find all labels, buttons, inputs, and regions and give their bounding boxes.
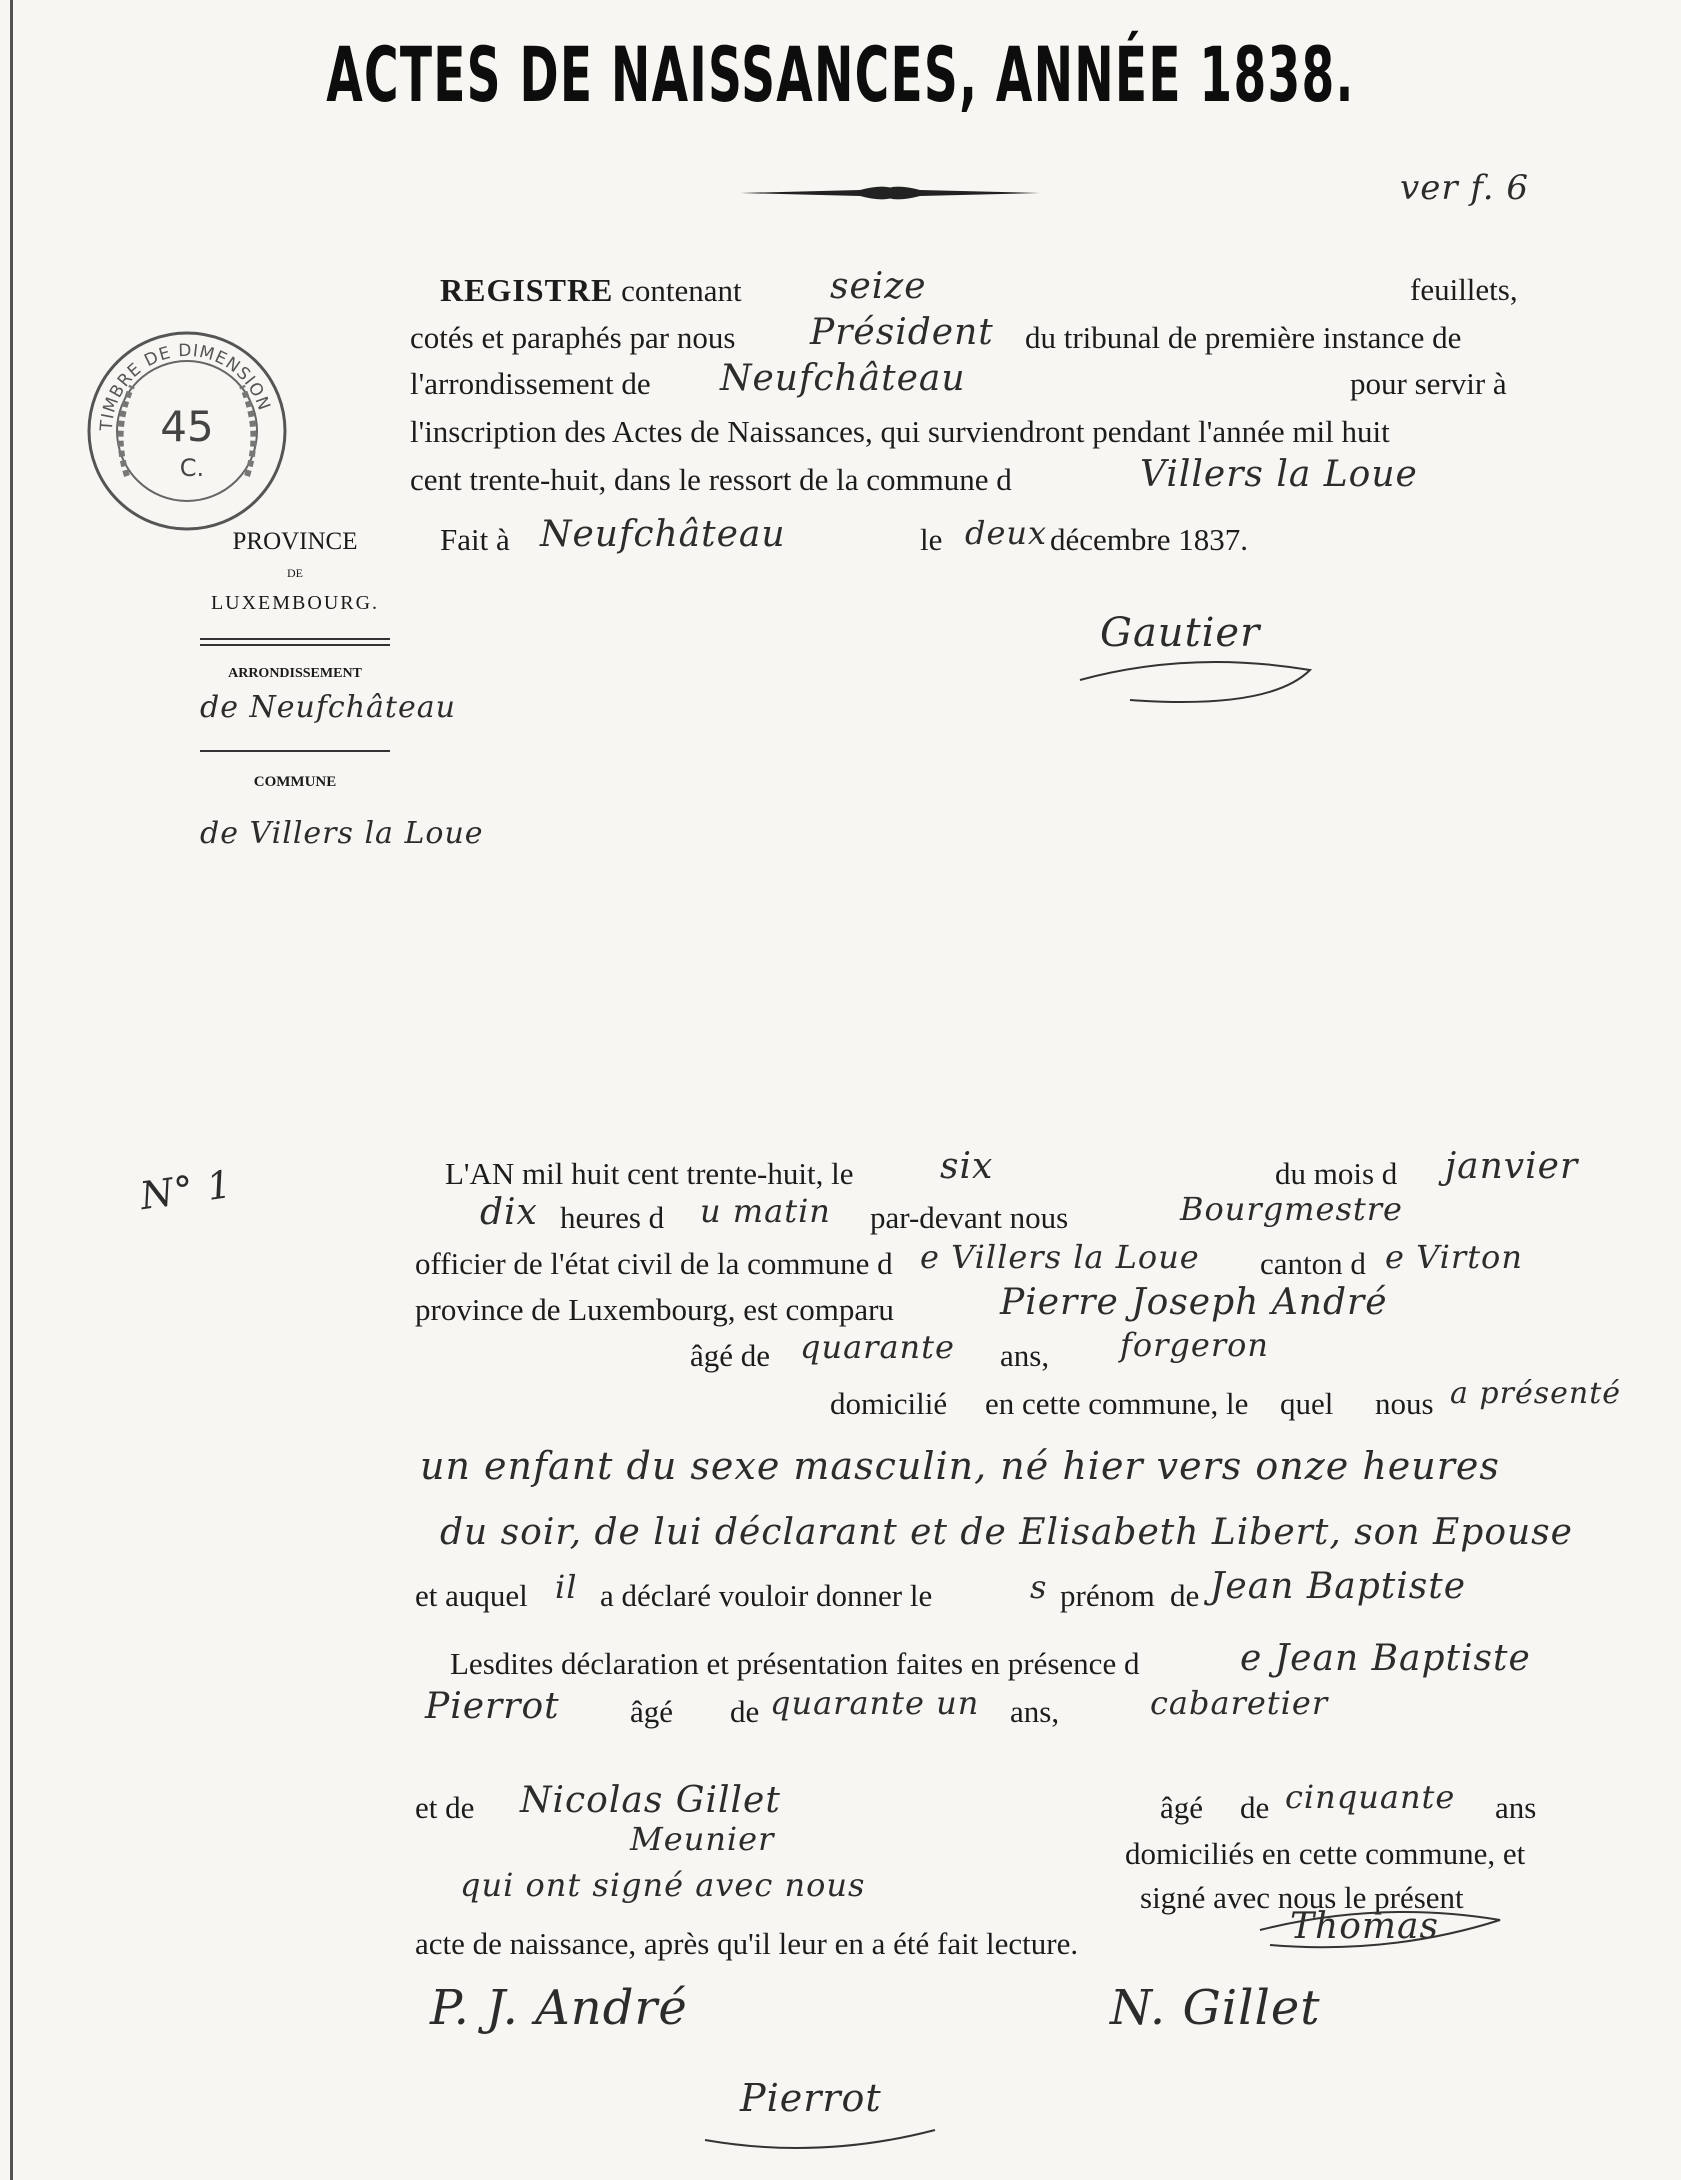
- act-text: domicilié: [830, 1386, 948, 1421]
- president-hand: Président: [810, 312, 994, 353]
- act-text: officier de l'état civil de la commune d: [415, 1246, 893, 1281]
- stamp-label: TIMBRE DE DIMENSION: [96, 340, 274, 432]
- witness1-profession-hand: cabaretier: [1150, 1684, 1329, 1722]
- act-text: acte de naissance, après qu'il leur en a été fait lecture.: [415, 1926, 1079, 1961]
- witness1-name-hand: e Jean Baptiste: [1240, 1638, 1531, 1679]
- stamp-seal: [82, 326, 292, 536]
- register-text: l'arrondissement de: [410, 366, 651, 401]
- act-text: nous: [1375, 1386, 1434, 1421]
- register-text: feuillets,: [1410, 272, 1518, 307]
- commune-value: de Villers la Loue: [200, 816, 484, 851]
- month-hand: janvier: [1445, 1146, 1579, 1187]
- arrondissement-value: de Neufchâteau: [200, 690, 456, 725]
- act-text: de: [730, 1694, 760, 1729]
- witness1-signature: Pierrot: [740, 2076, 882, 2120]
- signature-flourish: [1070, 640, 1320, 720]
- witness1-signature-flourish: [700, 2120, 940, 2160]
- act-text: domiciliés en cette commune, et: [1125, 1836, 1526, 1871]
- act-text: de: [1170, 1578, 1200, 1613]
- register-text: contenant: [621, 273, 742, 308]
- province-name: LUXEMBOURG.: [210, 592, 380, 614]
- presented-hand: a présenté: [1450, 1376, 1622, 1411]
- register-text: du tribunal de première instance de: [1025, 320, 1462, 355]
- officer-title-hand: Bourgmestre: [1180, 1190, 1403, 1228]
- register-text: cotés et paraphés par nous: [410, 320, 736, 355]
- time-of-day-hand: u matin: [700, 1192, 831, 1230]
- witness2-age-hand: cinquante: [1285, 1778, 1456, 1816]
- act-text: et auquel: [415, 1578, 528, 1613]
- day-hand: six: [940, 1146, 994, 1187]
- made-at-hand: Neufchâteau: [540, 514, 786, 555]
- child-description-hand: un enfant du sexe masculin, né hier vers onze heures: [420, 1444, 1500, 1488]
- arrondissement-hand: Neufchâteau: [720, 358, 966, 399]
- act-text: en cette commune, le: [985, 1386, 1249, 1421]
- hour-hand: dix: [480, 1192, 538, 1233]
- commune-label: COMMUNE: [253, 774, 337, 790]
- register-text: l'inscription des Actes de Naissances, qui surviendront pendant l'année mil huit: [410, 414, 1390, 449]
- act-text: ans: [1495, 1790, 1537, 1825]
- witness1-age-hand: quarante un: [770, 1684, 980, 1722]
- register-line-1: [440, 272, 742, 309]
- stamp-value: 45: [160, 402, 214, 451]
- act-number: N° 1: [137, 1161, 236, 1219]
- corner-note: ver f. 6: [1400, 168, 1530, 208]
- father-signature: P. J. André: [430, 1980, 688, 2036]
- witness2-signature: N. Gillet: [1110, 1980, 1321, 2036]
- register-sheets-hand: seize: [830, 266, 927, 307]
- de-label: DE: [287, 566, 303, 580]
- register-text: le: [920, 522, 943, 557]
- act-text: par-devant nous: [870, 1200, 1069, 1235]
- binding-edge: [10, 0, 13, 2180]
- officer-signature-flourish: [1250, 1900, 1510, 1960]
- canton-hand: e Virton: [1385, 1238, 1523, 1276]
- act-text: ans,: [1000, 1338, 1050, 1373]
- pronoun-hand: il: [555, 1568, 578, 1606]
- act-text: âgé de: [690, 1338, 771, 1373]
- act-text: Lesdites déclaration et présentation faites en présence d: [450, 1646, 1140, 1681]
- act-text: et de: [415, 1790, 475, 1825]
- given-name-hand: Jean Baptiste: [1210, 1566, 1467, 1607]
- witness2-profession-hand: Meunier: [630, 1820, 775, 1858]
- commune-hand: e Villers la Loue: [920, 1238, 1200, 1276]
- plural-hand: s: [1030, 1568, 1048, 1606]
- act-text: quel: [1280, 1386, 1334, 1421]
- register-text: décembre 1837.: [1050, 522, 1248, 557]
- sidebar-divider: [200, 750, 390, 752]
- act-text: prénom: [1060, 1578, 1155, 1613]
- profession-hand: forgeron: [1120, 1326, 1269, 1364]
- commune-hand: Villers la Loue: [1140, 454, 1418, 495]
- signatures-note-hand: qui ont signé avec nous: [460, 1866, 866, 1904]
- officer-signature: Thomas: [1290, 1906, 1439, 1947]
- declarant-name-hand: Pierre Joseph André: [1000, 1282, 1388, 1323]
- act-text: canton d: [1260, 1246, 1366, 1281]
- act-text: ans,: [1010, 1694, 1060, 1729]
- president-signature: Gautier: [1100, 610, 1261, 656]
- witness1-surname-hand: Pierrot: [425, 1686, 560, 1727]
- parents-hand: du soir, de lui déclarant et de Elisabeth Libert, son Epouse: [440, 1512, 1573, 1553]
- sidebar-divider: [200, 638, 390, 646]
- register-keyword: REGISTRE: [440, 272, 614, 308]
- register-text: pour servir à: [1350, 366, 1507, 401]
- act-text: L'AN mil huit cent trente-huit, le: [445, 1156, 854, 1191]
- act-text: du mois d: [1275, 1156, 1398, 1191]
- act-text: province de Luxembourg, est comparu: [415, 1292, 894, 1327]
- age-hand: quarante: [800, 1328, 955, 1366]
- witness2-name-hand: Nicolas Gillet: [520, 1780, 781, 1821]
- page-title: ACTES DE NAISSANCES, ANNÉE 1838.: [326, 30, 1355, 119]
- province-label: PROVINCE: [232, 528, 358, 555]
- arrondissement-label: ARRONDISSEMENT: [228, 666, 362, 681]
- stamp-unit: C.: [179, 454, 205, 482]
- act-text: âgé: [630, 1694, 674, 1729]
- act-text: heures d: [560, 1200, 665, 1235]
- act-text: âgé: [1160, 1790, 1204, 1825]
- register-text: Fait à: [440, 522, 510, 557]
- register-text: cent trente-huit, dans le ressort de la commune d: [410, 462, 1012, 497]
- act-text: de: [1240, 1790, 1270, 1825]
- day-hand: deux: [965, 514, 1048, 552]
- act-text: signé avec nous le présent: [1140, 1880, 1464, 1915]
- act-text: a déclaré vouloir donner le: [600, 1578, 933, 1613]
- title-ornament: [740, 178, 1040, 208]
